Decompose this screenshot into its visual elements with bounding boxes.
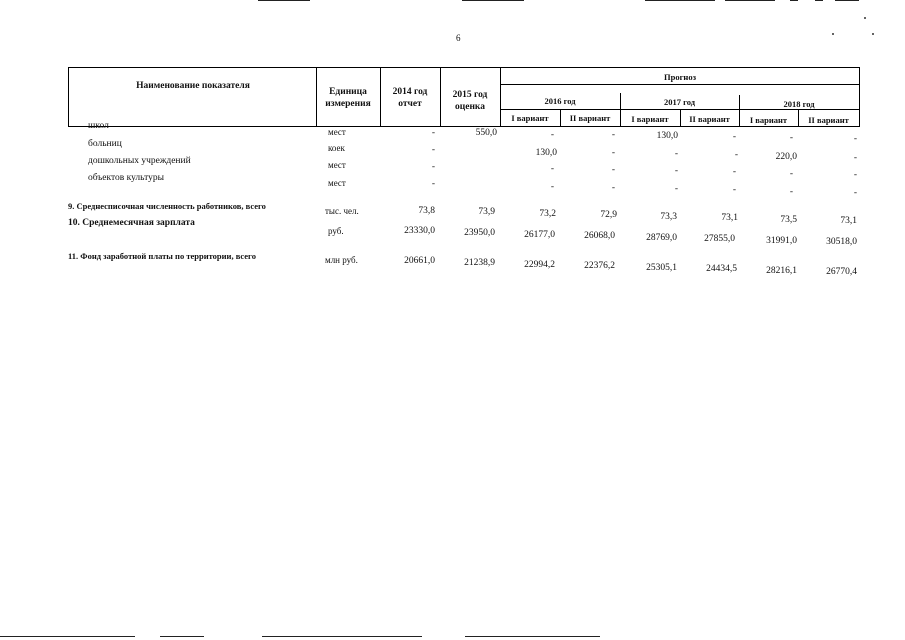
row-unit: мест xyxy=(328,127,346,137)
cell-value: - xyxy=(550,164,554,174)
row-unit: мест xyxy=(328,160,346,170)
cell-value: 27855,0 xyxy=(704,234,735,244)
scan-artifact-line xyxy=(645,0,715,1)
cell-value: - xyxy=(611,183,615,193)
cell-value: 23950,0 xyxy=(464,228,495,238)
cell-value: - xyxy=(732,132,736,142)
cell-value: - xyxy=(853,170,857,180)
cell-value: 73,8 xyxy=(418,206,435,216)
cell-value: 25305,1 xyxy=(646,263,677,273)
row-label: 10. Среднемесячная зарплата xyxy=(68,218,195,228)
cell-value: 23330,0 xyxy=(404,226,435,236)
cell-value: 72,9 xyxy=(600,210,617,220)
scan-artifact-line xyxy=(725,0,775,1)
row-label: школ xyxy=(88,121,109,131)
row-label: 9. Среднесписочная численность работников, всего xyxy=(68,201,266,211)
cell-value: 130,0 xyxy=(656,131,678,141)
cell-value: 21238,9 xyxy=(464,258,495,268)
cell-value: - xyxy=(853,134,857,144)
cell-value: 26177,0 xyxy=(524,230,555,240)
cell-value: - xyxy=(732,167,736,177)
header-2016-v1: I вариант xyxy=(511,113,549,123)
cell-value: 22376,2 xyxy=(584,261,615,271)
cell-value: - xyxy=(674,149,678,159)
cell-value: 26770,4 xyxy=(826,267,857,277)
cell-value: - xyxy=(550,130,554,140)
cell-value: 28216,1 xyxy=(766,266,797,276)
cell-value: 73,1 xyxy=(840,216,857,226)
scan-artifact-dot xyxy=(832,33,834,35)
cell-value: - xyxy=(611,130,615,140)
cell-value: 28769,0 xyxy=(646,233,677,243)
cell-value: - xyxy=(789,169,793,179)
row-unit: тыс. чел. xyxy=(325,206,359,216)
cell-value: 73,1 xyxy=(721,213,738,223)
row-unit: мест xyxy=(328,178,346,188)
row-unit: руб. xyxy=(328,226,344,236)
scan-artifact-line xyxy=(835,0,859,1)
row-label: дошкольных учреждений xyxy=(88,156,191,166)
header-unit-col: Единица измерения xyxy=(325,87,371,109)
scan-artifact-dot xyxy=(864,17,866,19)
cell-value: 130,0 xyxy=(535,148,557,158)
cell-value: 73,9 xyxy=(478,207,495,217)
scan-artifact-line xyxy=(160,636,204,637)
header-2018: 2018 год xyxy=(783,99,815,109)
cell-value: - xyxy=(732,185,736,195)
cell-value: - xyxy=(431,145,435,155)
header-2017: 2017 год xyxy=(663,97,696,107)
cell-value: 220,0 xyxy=(775,152,797,162)
scan-artifact-line xyxy=(0,636,135,637)
row-label: объектов культуры xyxy=(88,173,165,183)
page-number: 6 xyxy=(456,33,461,43)
scan-artifact-line xyxy=(465,636,600,637)
cell-value: 30518,0 xyxy=(826,237,857,247)
row-label: больниц xyxy=(88,139,122,149)
cell-value: 73,2 xyxy=(539,209,556,219)
header-name-col: Наименование показателя xyxy=(136,81,250,91)
cell-value: - xyxy=(550,182,554,192)
header-2017-v1: I вариант xyxy=(631,114,669,124)
cell-value: - xyxy=(789,133,793,143)
header-2017-v2: II вариант xyxy=(689,114,730,124)
cell-value: - xyxy=(674,166,678,176)
header-2018-v1: I вариант xyxy=(749,115,788,125)
scan-artifact-line xyxy=(262,636,422,637)
cell-value: - xyxy=(611,148,615,158)
cell-value: - xyxy=(431,162,435,172)
row-label: 11. Фонд заработной платы по территории, всего xyxy=(68,251,256,261)
scan-artifact-line xyxy=(462,0,524,1)
header-2014: 2014 год отчет xyxy=(392,87,428,109)
cell-value: - xyxy=(853,153,857,163)
scan-artifact-line xyxy=(790,0,798,1)
cell-value: - xyxy=(734,150,738,160)
header-forecast: Прогноз xyxy=(663,72,696,82)
cell-value: - xyxy=(431,128,435,138)
cell-value: 24434,5 xyxy=(706,264,737,274)
header-2016-v2: II вариант xyxy=(569,113,611,123)
cell-value: 22994,2 xyxy=(524,260,555,270)
cell-value: 26068,0 xyxy=(584,231,615,241)
cell-value: 550,0 xyxy=(475,128,497,138)
header-2015: 2015 год оценка xyxy=(452,90,488,112)
cell-value: - xyxy=(674,184,678,194)
header-2016: 2016 год xyxy=(544,96,576,106)
cell-value: 73,5 xyxy=(780,215,797,225)
row-unit: коек xyxy=(328,143,345,153)
cell-value: 20661,0 xyxy=(404,256,435,266)
cell-value: - xyxy=(611,165,615,175)
row-unit: млн руб. xyxy=(325,255,358,265)
cell-value: - xyxy=(431,179,435,189)
scan-artifact-line xyxy=(815,0,823,1)
cell-value: 31991,0 xyxy=(766,236,797,246)
header-2018-v2: II вариант xyxy=(808,115,849,125)
scan-artifact-dot xyxy=(872,33,874,35)
cell-value: - xyxy=(789,187,793,197)
scan-artifact-line xyxy=(258,0,310,1)
cell-value: - xyxy=(853,188,857,198)
cell-value: 73,3 xyxy=(660,212,677,222)
